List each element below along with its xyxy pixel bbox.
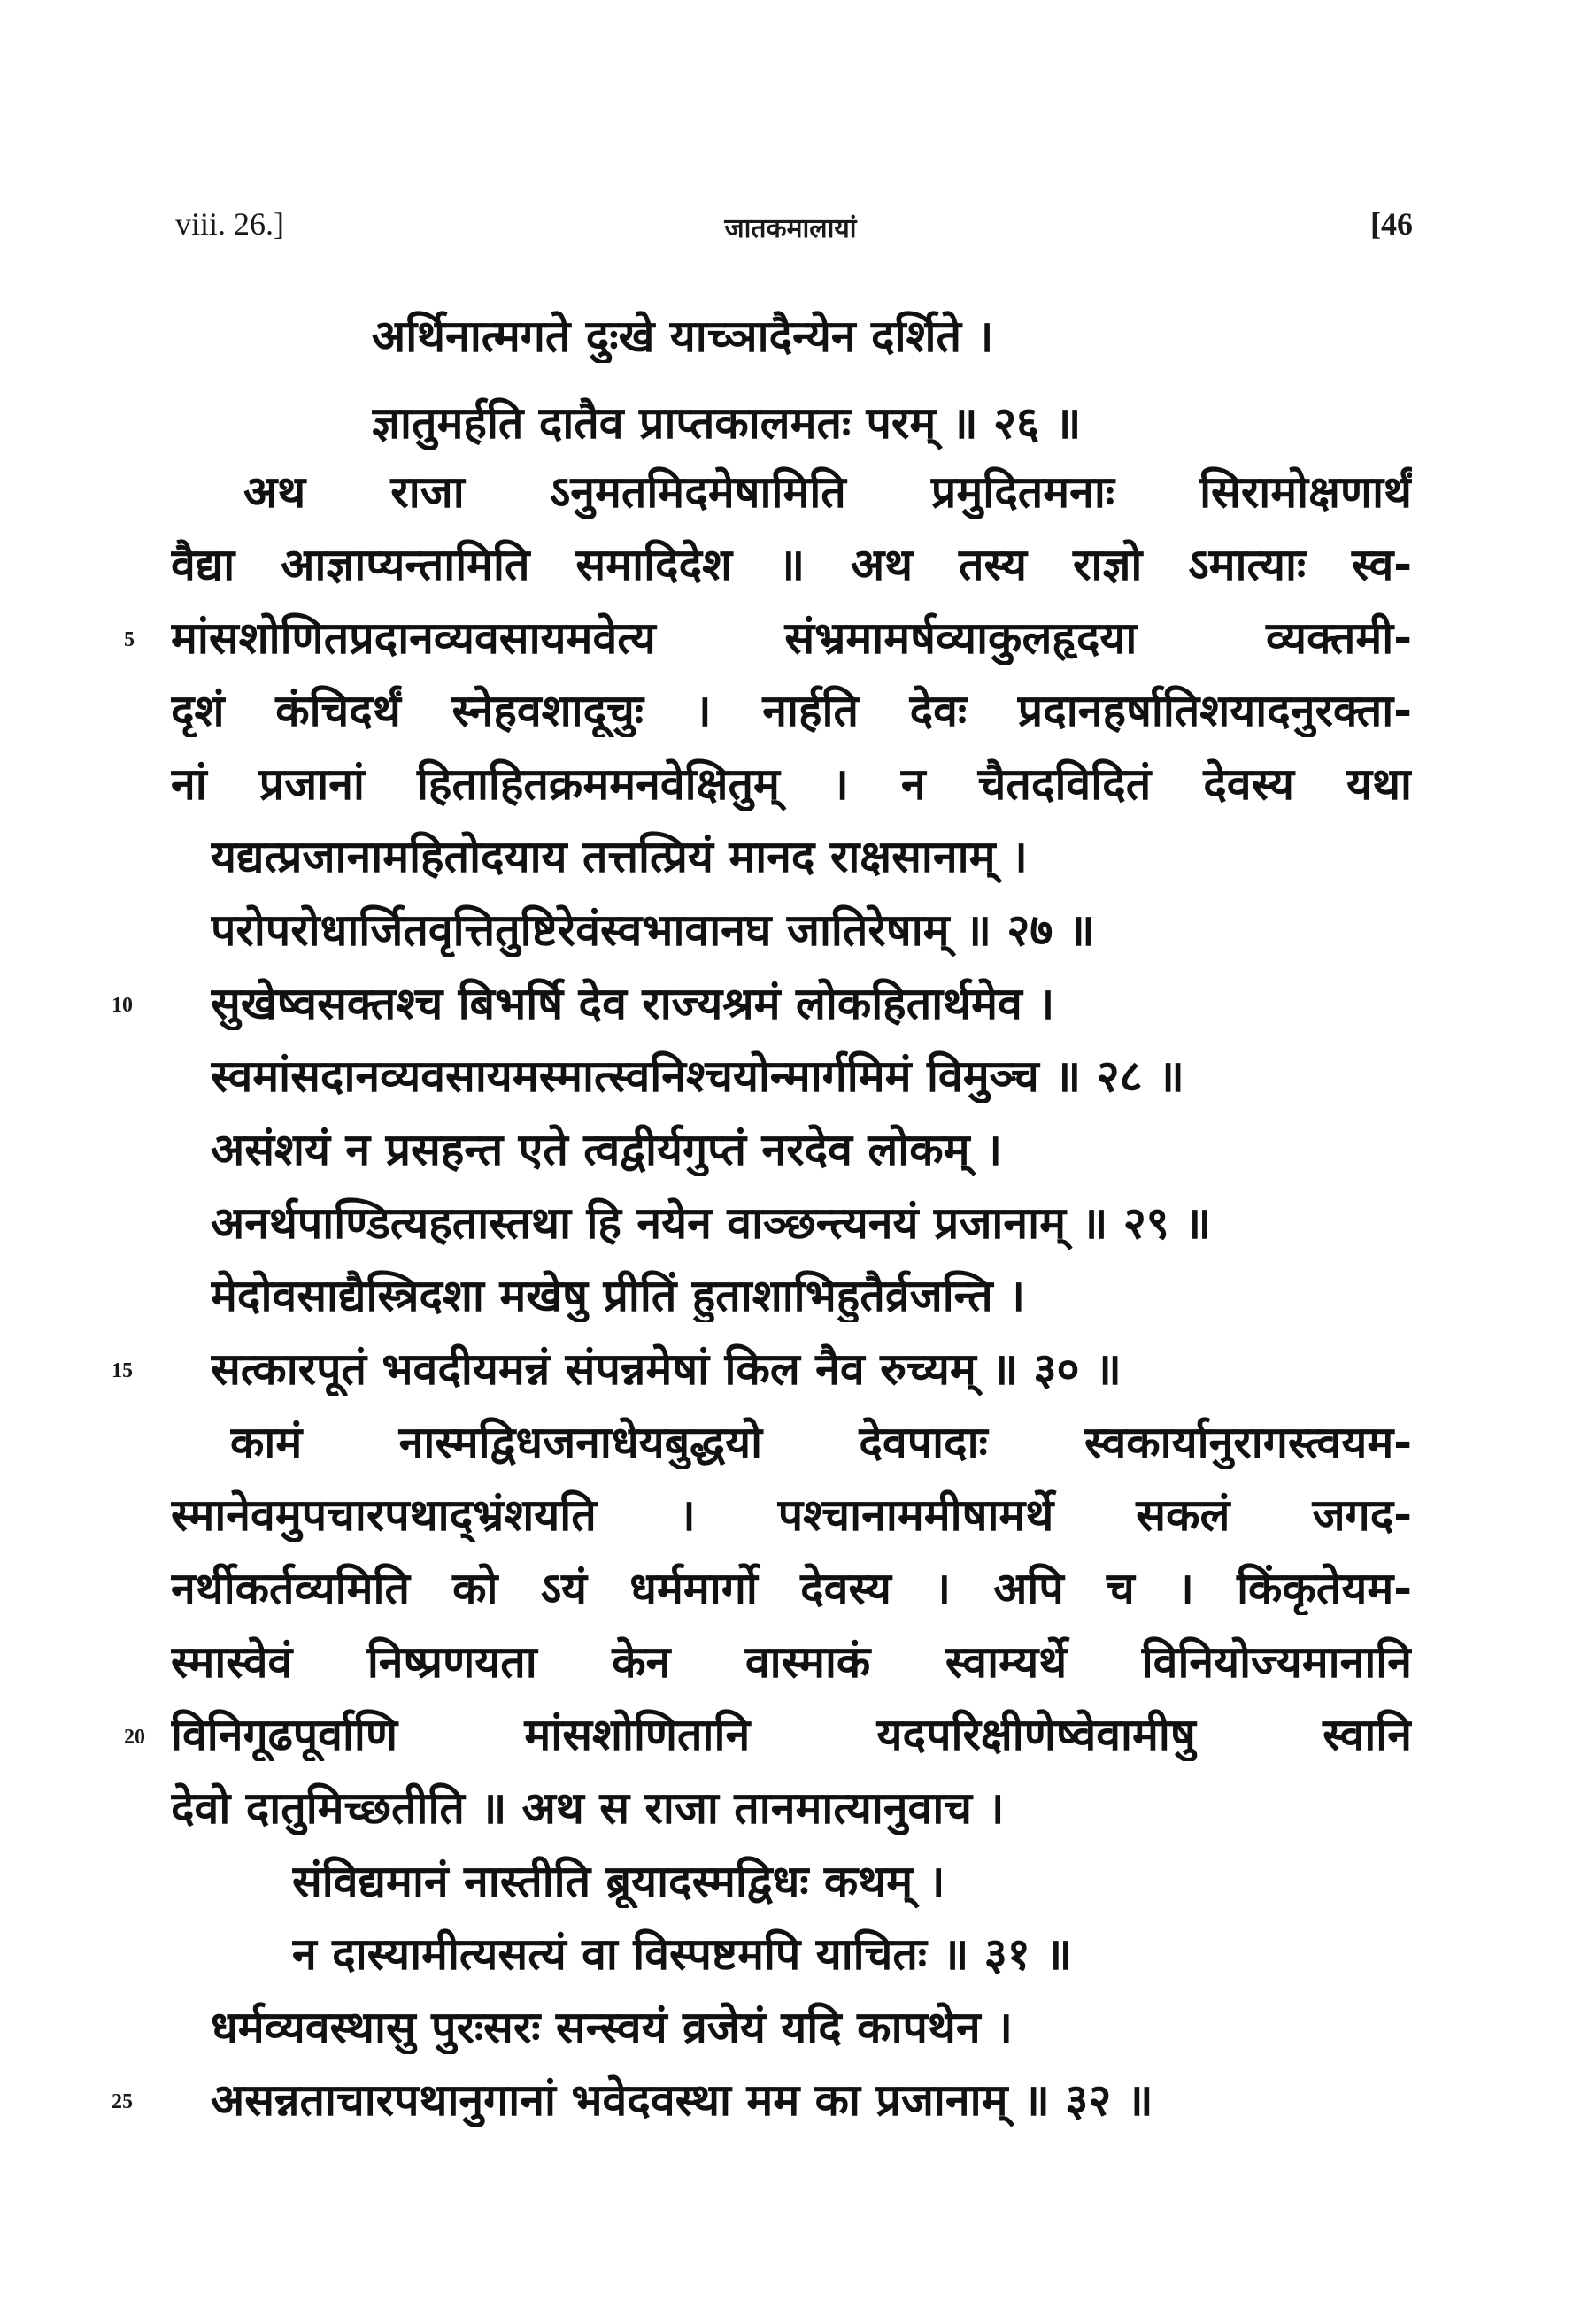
text-line-14: मेदोवसाद्यैस्त्रिदशा मखेषु प्रीतिं हुताशाभिहुतैर्व्रजन्ति ।: [211, 1270, 1025, 1321]
text-line-1: अर्थिनात्मगते दुःखे याच्ञादैन्येन दर्शिते ।: [372, 311, 994, 362]
text-line-13: अनर्थपाण्डित्यहतास्तथा हि नयेन वाञ्छन्त्यनयं प्रजानाम् ॥ २९ ॥: [211, 1197, 1212, 1249]
text-line-8: यद्यत्प्रजानामहितोदयाय तत्तत्प्रियं मानद राक्षसानाम् ।: [211, 831, 1028, 882]
text-line-10: सुखेष्वसक्तश्च बिभर्षि देव राज्यश्रमं लोकहितार्थमेव ।: [211, 978, 1055, 1029]
text-line-5: मांसशोणितप्रदानव्यवसायमवेत्य संभ्रमामर्षव्याकुलहृदया व्यक्तमी-: [171, 612, 1412, 664]
text-line-9: परोपरोधार्जितवृत्तितुष्टिरेवंस्वभावानघ जातिरेषाम् ॥ २७ ॥: [211, 904, 1095, 956]
text-line-20: विनिगूढपूर्वाणि मांसशोणितानि यदपरिक्षीणेष्वेवामीषु स्वानि: [171, 1709, 1412, 1760]
page-number: [46: [1370, 206, 1413, 242]
text-line-16: कामं नास्मद्विधजनाधेयबुद्धयो देवपादाः स्वकार्यानुरागस्त्वयम-: [230, 1417, 1412, 1468]
running-header-title: जातकमालायां: [724, 213, 857, 244]
text-line-7: नां प्रजानां हिताहितक्रममनवेक्षितुम् । न चैतदविदितं देवस्य यथा: [171, 758, 1412, 810]
line-number-20: 20: [124, 1726, 145, 1749]
text-line-24: धर्मव्यवस्थासु पुरःसरः सन्स्वयं व्रजेयं यदि कापथेन ।: [211, 2002, 1013, 2053]
text-line-18: नर्थीकर्तव्यमिति को ऽयं धर्ममार्गो देवस्य । अपि च । किंकृतेयम-: [171, 1563, 1412, 1614]
text-line-6: दृशं कंचिदर्थं स्नेहवशादूचुः । नार्हति देवः प्रदानहर्षातिशयादनुरक्ता-: [171, 685, 1412, 736]
line-number-5: 5: [124, 628, 135, 651]
text-line-15: सत्कारपूतं भवदीयमन्नं संपन्नमेषां किल नैव रुच्यम् ॥ ३० ॥: [211, 1343, 1122, 1395]
line-number-10: 10: [112, 994, 133, 1017]
text-line-25: असन्नताचारपथानुगानां भवेदवस्था मम का प्रजानाम् ॥ ३२ ॥: [211, 2074, 1153, 2126]
line-number-25: 25: [112, 2090, 133, 2113]
text-line-21: देवो दातुमिच्छतीति ॥ अथ स राजा तानमात्यानुवाच ।: [171, 1782, 1005, 1834]
text-line-17: स्मानेवमुपचारपथाद्भ्रंशयति । पश्चानाममीषामर्थे सकलं जगद-: [171, 1489, 1412, 1541]
text-line-4: वैद्या आज्ञाप्यन्तामिति समादिदेश ॥ अथ तस्य राज्ञो ऽमात्याः स्व-: [171, 539, 1412, 590]
text-line-22: संविद्यमानं नास्तीति ब्रूयादस्मद्विधः कथम् ।: [292, 1856, 945, 1907]
text-line-11: स्वमांसदानव्यवसायमस्मात्स्वनिश्चयोन्मार्गमिमं विमुञ्च ॥ २८ ॥: [211, 1050, 1184, 1102]
line-number-15: 15: [112, 1359, 133, 1382]
running-header-section-ref: viii. 26.]: [175, 206, 284, 242]
text-line-12: असंशयं न प्रसहन्त एते त्वद्वीर्यगुप्तं नरदेव लोकम् ।: [211, 1124, 1002, 1175]
text-line-2: ज्ञातुमर्हति दातैव प्राप्तकालमतः परम् ॥ २६ ॥: [372, 397, 1082, 449]
text-line-3: अथ राजा ऽनुमतमिदमेषामिति प्रमुदितमनाः सिरामोक्षणार्थं: [243, 466, 1412, 518]
text-line-23: न दास्यामीत्यसत्यं वा विस्पष्टमपि याचितः ॥ ३१ ॥: [292, 1928, 1073, 1980]
text-line-19: स्मास्वेवं निष्प्रणयता केन वास्माकं स्वाम्यर्थे विनियोज्यमानानि: [171, 1636, 1412, 1688]
